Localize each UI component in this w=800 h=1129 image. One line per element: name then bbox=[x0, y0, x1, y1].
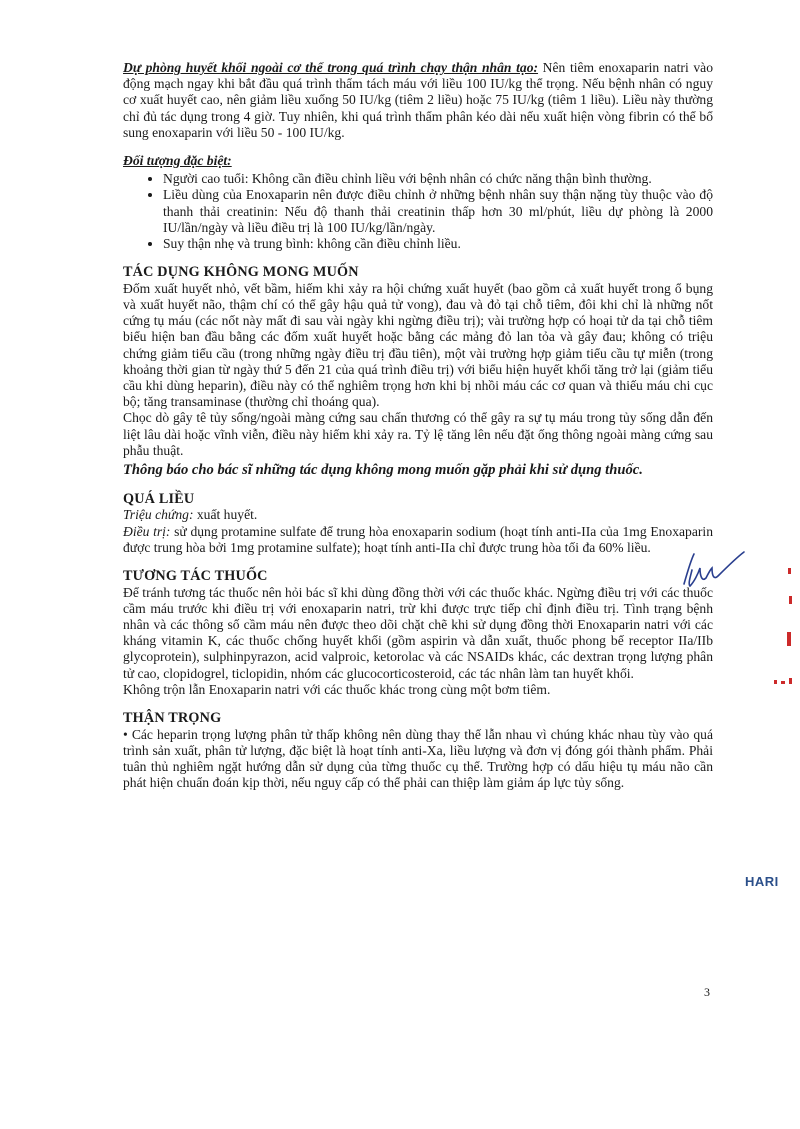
treatment-text: sử dụng protamine sulfate để trung hòa enoxaparin sodium (hoạt tính anti-IIa của 1mg Enoxaparin được trung hòa bởi 1mg protamine sulfate); hoạt tính anti-IIa chỉ được trung hòa tối đa 60% liều. bbox=[123, 523, 713, 555]
overdose-symptom bbox=[123, 507, 713, 523]
overdose-treatment bbox=[123, 524, 713, 556]
prophylaxis-paragraph bbox=[123, 60, 713, 141]
list-item: • Liều dùng của Enoxaparin nên được điều chỉnh ở những bệnh nhân suy thận nặng tùy thuộc vào độ thanh thải creatinin: Nếu độ thanh thải creatinin thấp hơn 30 ml/phút, liều dự phòng là 2000 IU/lần/ngày và liều điều trị là 100 IU/kg/lần/ngày. bbox=[163, 187, 713, 236]
overdose-section bbox=[123, 491, 713, 556]
special-lead: Đối tượng đặc biệt: bbox=[123, 153, 232, 169]
special-list bbox=[123, 171, 713, 252]
symptom-text: xuất huyết. bbox=[193, 507, 258, 523]
symptom-label: Triệu chứng: bbox=[123, 507, 194, 523]
special-section bbox=[123, 153, 713, 252]
adverse-paragraph-2: Chọc dò gây tê tủy sống/ngoài màng cứng sau chấn thương có thể gây ra sự tụ máu trong tủy sống dẫn đến liệt lâu dài hoặc vĩnh viễn, điều này hiếm khi xảy ra. Tỷ lệ tăng lên nếu đặt ống thông ngoài màng cứng sau phẫu thuật. bbox=[123, 410, 713, 458]
list-item: • Người cao tuổi: Không cần điều chỉnh liều với bệnh nhân có chức năng thận bình thường. bbox=[163, 171, 713, 187]
margin-stamp-marks bbox=[768, 560, 798, 715]
prophylaxis-section bbox=[123, 60, 713, 141]
prophylaxis-text: Nên tiêm enoxaparin natri vào động mạch ngay khi bắt đầu quá trình thẩm tách máu với liều 100 IU/kg thể trọng. Nếu bệnh nhân có nguy cơ xuất huyết cao, nên giảm liều xuống 50 IU/kg (tiêm 2 liều) hoặc 75 IU/kg (tiêm 1 liều). Liều này thường chỉ đủ tác dụng trong 4 giờ. Tuy nhiên, khi quá trình thẩm phân kéo dài nếu xuất hiện vòng fibrin có thể bổ sung enoxaparin với liều 50 - 100 IU/kg. bbox=[123, 60, 713, 140]
interactions-heading: TƯƠNG TÁC THUỐC bbox=[123, 568, 268, 585]
adverse-section bbox=[123, 264, 713, 479]
precautions-heading: THẬN TRỌNG bbox=[123, 710, 222, 726]
interactions-paragraph-2: Không trộn lẫn Enoxaparin natri với các thuốc khác trong cùng một bơm tiêm. bbox=[123, 681, 551, 697]
document-page bbox=[123, 60, 713, 803]
adverse-paragraph-1: Đốm xuất huyết nhỏ, vết bầm, hiếm khi xảy ra hội chứng xuất huyết (bao gồm cả xuất huyết trong ổ bụng và xuất huyết não, thậm chí có thể gây hậu quả tử vong), đau và đỏ tại chỗ tiêm, đôi khi chỉ là những nốt cứng tụ máu (các nốt này mất đi sau vài ngày khi ngừng điều trị); vài trường hợp có hoại tử da tại chỗ tiêm biểu hiện ban đầu bằng các đốm xuất huyết hoặc bằng các mảng đỏ lan tỏa và gây đau; không có triệu chứng giảm tiểu cầu (trong những ngày điều trị đầu tiên), một vài trường hợp giảm tiểu cầu tự miễn (trong khoảng thời gian từ ngày thứ 5 đến 21 của quá trình điều trị) với biểu hiện huyết khối tăng trở lại (giảm tiểu cầu khi dùng heparin), điều này có thể nghiêm trọng hơn khi bị nhồi máu các cơ quan và thiếu máu chi cục bộ; tăng transaminase (thường chỉ thoáng qua). bbox=[123, 280, 713, 410]
list-item: • Suy thận nhẹ và trung bình: không cần điều chỉnh liều. bbox=[163, 236, 713, 252]
interactions-paragraph-1: Để tránh tương tác thuốc nên hỏi bác sĩ khi dùng đồng thời với các thuốc khác. Ngừng điều trị với các thuốc cầm máu trước khi điều trị với enoxaparin natri, trừ khi được trực tiếp chỉ định điều trị. Tình trạng bệnh nhân và các thông số cầm máu nên được theo dõi chặt chẽ khi sử dụng đồng thời Enoxaparin natri với các kháng vitamin K, các thuốc chống huyết khối (gồm aspirin và dẫn xuất, thuốc phong bế receptor IIa/IIb glycoprotein), sulphinpyrazon, acid valproic, ketorolac và các NSAIDs khác, các dextran trọng lượng phân tử cao, clopidogrel, ticlopidin, nhóm các glucocorticosteroid, các tác nhân làm tan huyết khối. bbox=[123, 584, 713, 681]
prophylaxis-lead: Dự phòng huyết khối ngoài cơ thể trong quá trình chạy thận nhân tạo: bbox=[123, 60, 539, 75]
precautions-section bbox=[123, 710, 713, 791]
precautions-paragraph-1: • Các heparin trọng lượng phân tử thấp không nên dùng thay thế lẫn nhau vì chúng khác nhau tùy vào quá trình sản xuất, phân tử lượng, đặc biệt là hoạt tính anti-Xa, liều lượng và đơn vị đóng gói thành phẩm. Phải tuân thủ nghiêm ngặt hướng dẫn sử dụng của từng thuốc cụ thể. Trường hợp có dấu hiệu tụ máu não cần phát hiện chuẩn đoán kịp thời, nếu nguy cấp có thể phải can thiệp làm giảm áp lực tủy sống. bbox=[123, 726, 713, 791]
special-lead-line bbox=[123, 153, 713, 169]
margin-stamp-text: HARI bbox=[745, 874, 779, 889]
page-number: 3 bbox=[704, 985, 710, 999]
interactions-section bbox=[123, 568, 713, 698]
adverse-notice: Thông báo cho bác sĩ những tác dụng không mong muốn gặp phải khi sử dụng thuốc. bbox=[123, 461, 643, 478]
treatment-label: Điều trị: bbox=[123, 523, 171, 539]
signature-mark bbox=[678, 548, 748, 597]
overdose-heading: QUÁ LIỀU bbox=[123, 490, 195, 507]
adverse-heading: TÁC DỤNG KHÔNG MONG MUỐN bbox=[123, 264, 359, 281]
